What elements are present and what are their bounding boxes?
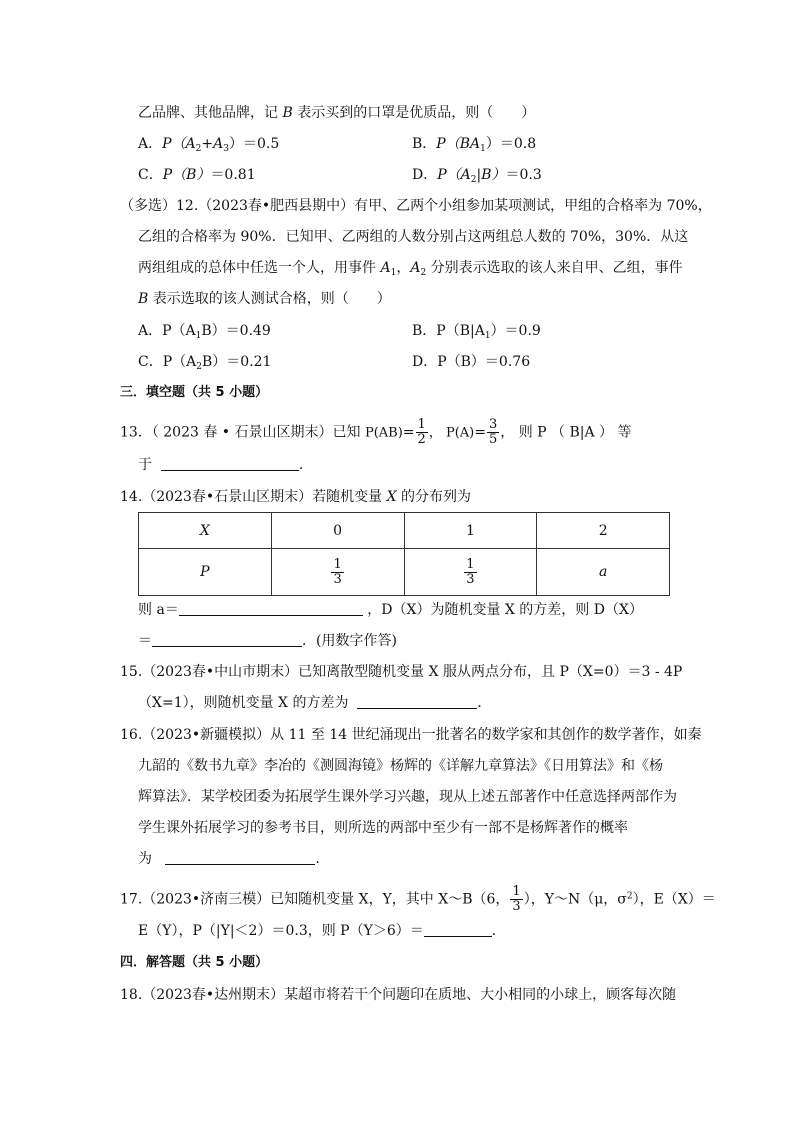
q15-line-1: 15.（2023春•中山市期末）已知离散型随机变量 X 服从两点分布，且 P（X=0）＝3 - 4P bbox=[120, 664, 683, 680]
q13-fraction-2: $\frac{3}{5}$ bbox=[488, 417, 498, 447]
q14-intro: 14.（2023春•石景山区期末）若随机变量 X 的分布列为 bbox=[120, 489, 472, 505]
q17-answer-blank[interactable] bbox=[424, 922, 492, 937]
q16-line-2: 九韶的《数书九章》李冶的《测圆海镜》杨辉的《详解九章算法》《日用算法》和《杨 bbox=[138, 758, 663, 774]
q12-option-a[interactable]: A．$P(A_1B)=0.49$ bbox=[138, 323, 271, 341]
q13-fraction-1: $\frac{1}{2}$ bbox=[417, 417, 426, 447]
q14-answer-blank-d[interactable] bbox=[152, 632, 302, 647]
q12-line-2: 乙组的合格率为 90%．已知甲、乙两组的人数分别占这两组总人数的 70%，30%．从这 bbox=[138, 229, 689, 245]
q17-fraction: $\frac{1}{3}$ bbox=[512, 884, 521, 914]
q12-line-3: 两组组成的总体中任选一个人，用事件 $A_1$，$A_2$ 分别表示选取的该人来自甲、乙组，事件 bbox=[138, 260, 683, 278]
q15-line-2: （X=1），则随机变量 X 的方差为 ． bbox=[138, 695, 492, 711]
table-header-1: 1 bbox=[404, 513, 537, 549]
q11-option-b[interactable]: B．$P(BA_1)=0.8$ bbox=[412, 136, 537, 154]
distribution-table bbox=[138, 512, 670, 596]
section-4-title: 四．解答题（共 5 小题） bbox=[120, 955, 269, 970]
q11-option-a[interactable]: A．$P(A_2+A_3)=0.5$ bbox=[138, 136, 280, 154]
q12-option-c[interactable]: C．$P(A_2B)=0.21$ bbox=[138, 354, 272, 372]
q13-line-1: 13．（ 2023 春 • 石景山区期末）已知 P(AB)= $\frac{1}{2}$ ， P(A)= $\frac{3}{5}$ ， 则 P （ B|A ） 等 bbox=[120, 417, 632, 447]
q13-answer-blank[interactable] bbox=[161, 456, 299, 471]
q12-line-1: （多选）12.（2023春•肥西县期中）有甲、乙两个小组参加某项测试，甲组的合格率为 70%， bbox=[120, 198, 712, 214]
section-3-title: 三．填空题（共 5 小题） bbox=[120, 385, 269, 400]
table-cell-p0: $\frac{1}{3}$ bbox=[271, 549, 404, 596]
q11-option-c[interactable]: C．P（B）＝0.81 bbox=[138, 167, 256, 183]
table-header-2: 2 bbox=[537, 513, 670, 549]
q16-line-1: 16.（2023•新疆模拟）从 11 至 14 世纪涌现出一批著名的数学家和其创作的数学著作，如秦 bbox=[120, 727, 702, 743]
q13-line-2: 于 . bbox=[138, 457, 304, 473]
table-header-0: 0 bbox=[271, 513, 404, 549]
q11-stem: 乙品牌、其他品牌，记 B 表示买到的口罩是优质品，则（ ） bbox=[138, 105, 536, 121]
q16-answer-blank[interactable] bbox=[165, 850, 315, 865]
q11-option-d[interactable]: D．$P(A_2|B)=0.3$ bbox=[412, 167, 542, 185]
q16-line-5: 为 . bbox=[138, 851, 320, 867]
q17-line-2: E（Y），P（|Y|＜2）＝0.3，则 P（Y＞6）＝ ． bbox=[138, 923, 506, 939]
q12-line-4: B 表示选取的该人测试合格，则（ ） bbox=[138, 291, 391, 307]
table-row bbox=[139, 549, 670, 596]
table-cell-p2: a bbox=[537, 549, 670, 596]
q17-line-1: 17.（2023•济南三模）已知随机变量 X，Y，其中 X～B（6， $\frac{1}{3}$ ），Y～N（μ，$\sigma^2$），E（X）＝ bbox=[120, 884, 716, 914]
table-row bbox=[139, 513, 670, 549]
q18-line-1: 18.（2023春•达州期末）某超市将若干个问题印在质地、大小相同的小球上，顾客每次随 bbox=[120, 987, 677, 1003]
table-header-x: X bbox=[139, 513, 272, 549]
q15-answer-blank[interactable] bbox=[357, 694, 477, 709]
q12-option-b[interactable]: B．$P(B|A_1)=0.9$ bbox=[412, 323, 541, 341]
table-cell-p-label: P bbox=[139, 549, 272, 596]
q14-line-2: ＝ ．(用数字作答) bbox=[138, 633, 397, 649]
q14-answer-blank-a[interactable] bbox=[179, 601, 363, 616]
q12-option-d[interactable]: D．P（B）＝0.76 bbox=[412, 354, 531, 370]
table-cell-p1: $\frac{1}{3}$ bbox=[404, 549, 537, 596]
q16-line-3: 辉算法》．某学校团委为拓展学生课外学习兴趣，现从上述五部著作中任意选择两部作为 bbox=[138, 789, 677, 805]
q16-line-4: 学生课外拓展学习的参考书目，则所选的两部中至少有一部不是杨辉著作的概率 bbox=[138, 820, 628, 836]
q14-line-1: 则 a＝ ，D（X）为随机变量 X 的方差，则 D（X） bbox=[138, 602, 643, 618]
